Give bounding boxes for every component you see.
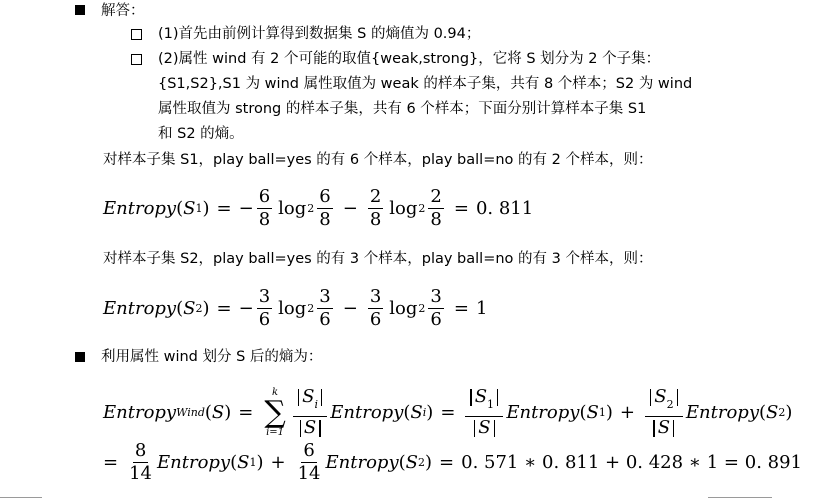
equals-sign: = <box>216 298 232 319</box>
entropy-label: Entropy <box>157 452 231 473</box>
minus-sign: − <box>238 298 254 319</box>
subscript-wind: Wind <box>176 406 205 419</box>
fraction: $\frac{S_i}{S}$ <box>293 386 327 439</box>
summation-icon: k ∑ i=1 <box>264 386 286 438</box>
result-value: 0. 811 <box>475 198 534 219</box>
set-symbol: S <box>183 198 196 219</box>
checkbox-bullet-icon <box>131 54 142 65</box>
fraction: $\frac{2}{8}$ <box>430 186 442 230</box>
answer-heading: 解答： <box>101 3 145 19</box>
set-symbol: S <box>183 298 196 319</box>
log-base: 2 <box>418 302 426 315</box>
log-label: log <box>278 198 307 219</box>
fraction: $\frac{3}{6}$ <box>319 286 331 330</box>
log-label: log <box>389 198 418 219</box>
wind-split-intro: 利用属性 wind 划分 S 后的熵为： <box>101 349 323 365</box>
fraction: $\frac{3}{6}$ <box>430 286 442 330</box>
subscript: 2 <box>195 302 203 315</box>
fraction: $\frac{S_2}{S}$ <box>645 386 683 439</box>
log-base: 2 <box>307 302 315 315</box>
log-base: 2 <box>307 202 315 215</box>
plus-sign: + <box>270 452 286 473</box>
entropy-label: Entropy <box>103 402 177 423</box>
log-label: log <box>278 298 307 319</box>
formula-entropy-wind-result: = $\frac{8}{14}$ Entropy ( S 1 ) + $\frac{6}{14}$ Entropy ( S 2 ) = 0. 571 ∗ 0. 811 + 0. 428 ∗ 1 = 0. 891 <box>103 440 802 484</box>
fraction: $\frac{2}{8}$ <box>369 186 382 230</box>
fraction: $\frac{6}{8}$ <box>258 186 271 230</box>
equals-sign: = <box>238 402 254 423</box>
equals-sign: = <box>216 198 232 219</box>
item-2-cont-line: {S1,S2},S1 为 wind 属性取值为 weak 的样本子集，共有 8 个样本；S2 为 wind <box>158 76 693 92</box>
entropy-label: Entropy <box>685 402 759 423</box>
item-2-cont-line: 属性取值为 strong 的样本子集，共有 6 个样本；下面分别计算样本子集 S1 <box>158 101 647 117</box>
fraction: $\frac{6}{14}$ <box>297 440 321 484</box>
fraction: $\frac{S_1}{S}$ <box>465 386 503 439</box>
bullet-square-icon <box>75 352 85 362</box>
formula-entropy-wind: Entropy Wind ( S ) = k ∑ i=1 $\frac{S_i}{S}$ Entropy ( S i ) = $\frac{S_1}{S}$ Entropy ( S 1 ) + $\frac{S_2}{S}$ Entropy ( S 2 ) <box>103 386 793 438</box>
plus-sign: + <box>619 402 635 423</box>
equals-sign: = <box>103 452 119 473</box>
result-value: 0. 571 ∗ 0. 811 + 0. 428 ∗ 1 = 0. 891 <box>461 452 802 473</box>
entropy-label: Entropy <box>330 402 404 423</box>
minus-sign: − <box>238 198 254 219</box>
fraction: $\frac{6}{8}$ <box>319 186 331 230</box>
item-2-cont-line: 和 S2 的熵。 <box>158 126 244 142</box>
fraction: $\frac{3}{6}$ <box>369 286 382 330</box>
fraction: $\frac{3}{6}$ <box>258 286 271 330</box>
bullet-square-icon <box>75 5 85 15</box>
minus-sign: − <box>342 198 358 219</box>
equals-sign: = <box>439 452 455 473</box>
set-symbol: S <box>211 402 225 423</box>
entropy-label: Entropy <box>506 402 580 423</box>
minus-sign: − <box>342 298 358 319</box>
equals-sign: = <box>453 298 469 319</box>
entropy-label: Entropy <box>103 298 177 319</box>
log-base: 2 <box>418 202 426 215</box>
checkbox-bullet-icon <box>131 29 142 40</box>
subscript: 1 <box>195 202 203 215</box>
item-2-text: (2)属性 wind 有 2 个可能的取值{weak,strong}，它将 S 划分为 2 个子集： <box>158 51 661 67</box>
s2-intro: 对样本子集 S2，play ball=yes 的有 3 个样本，play ball=no 的有 3 个样本，则： <box>103 251 653 267</box>
entropy-label: Entropy <box>103 198 177 219</box>
s1-intro: 对样本子集 S1，play ball=yes 的有 6 个样本，play ball=no 的有 2 个样本，则： <box>103 152 653 168</box>
log-label: log <box>389 298 418 319</box>
fraction: $\frac{8}{14}$ <box>129 440 152 484</box>
item-1-text: (1)首先由前例计算得到数据集 S 的熵值为 0.94； <box>158 26 481 42</box>
entropy-label: Entropy <box>325 452 399 473</box>
equals-sign: = <box>440 402 456 423</box>
equals-sign: = <box>453 198 469 219</box>
result-value: 1 <box>475 298 488 319</box>
formula-entropy-s2: Entropy ( S 2 ) = − $\frac{3}{6}$ log 2 $\frac{3}{6}$ − $\frac{3}{6}$ log 2 $\frac{3}{6}$ = 1 <box>103 286 488 330</box>
formula-entropy-s1: Entropy ( S 1 ) = − $\frac{6}{8}$ log 2 $\frac{6}{8}$ − $\frac{2}{8}$ log 2 $\frac{2}{8}$ = 0. 811 <box>103 186 534 230</box>
